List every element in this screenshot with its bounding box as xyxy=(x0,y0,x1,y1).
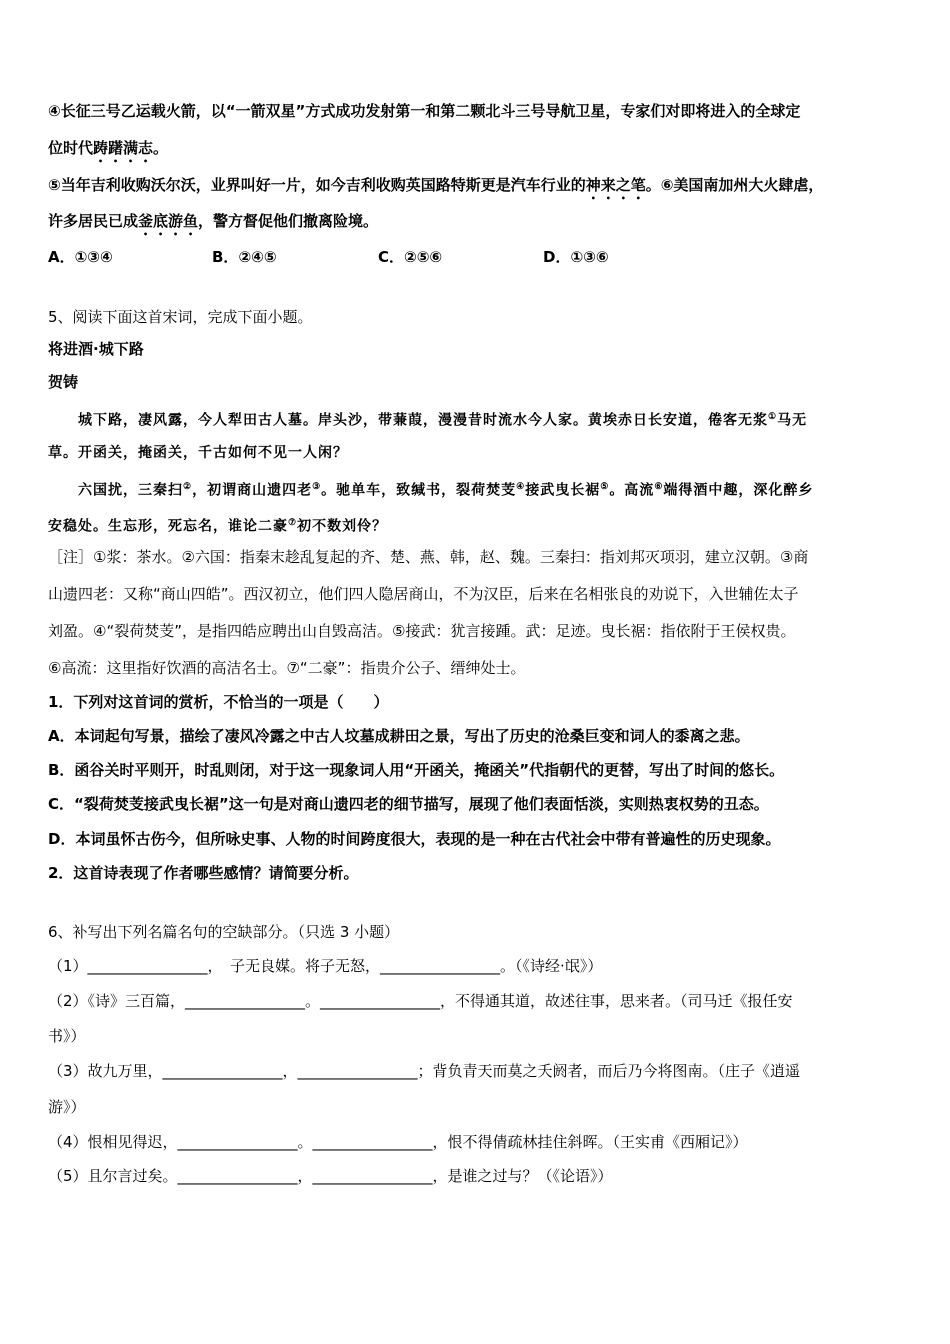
footnote-marker: ⑥ xyxy=(654,482,664,492)
q6-item-5: （5）且尔言过矣。________________，________________，是谁之过与？（《论语》） xyxy=(48,1167,613,1185)
q5-heading: 5、阅读下面这首宋词，完成下面小题。 xyxy=(48,308,313,326)
text-segment: 城下路，凄风露，今人犁田古人墓。岸头沙，带蒹葭，漫漫昔时流水今人家。黄埃赤日长安道，倦客无浆 xyxy=(78,412,768,429)
q6-heading: 6、补写出下列名篇名句的空缺部分。（只选 3 小题） xyxy=(48,923,400,941)
text-segment: 马无 xyxy=(777,412,808,429)
q5-option-d[interactable]: D．本词虽怀古伤今，但所咏史事、人物的时间跨度很大，表现的是一种在古代社会中带有普遍性的历史现象。 xyxy=(48,830,781,848)
note-line-1: ［注］①浆：茶水。②六国：指秦末趁乱复起的齐、楚、燕、韩，赵、魏。三秦扫：指刘邦灭项羽，建立汉朝。③商 xyxy=(48,548,809,566)
option-text: ②④⑤ xyxy=(238,248,277,266)
q5-option-b[interactable]: B．函谷关时平则开，时乱则闭，对于这一现象词人用“开函关，掩函关”代指朝代的更替，写出了时间的悠长。 xyxy=(48,761,785,779)
note-line-4: ⑥高流：这里指好饮酒的高洁名士。⑦“二豪”：指贵介公子、缙绅处士。 xyxy=(48,659,526,677)
option-label: C． xyxy=(378,248,405,266)
q4-option-b[interactable] xyxy=(212,247,277,267)
footnote-marker: ② xyxy=(183,482,193,492)
q4-item4-line2 xyxy=(48,138,910,166)
text-segment: 六国扰，三秦扫 xyxy=(78,482,183,499)
footnote-marker: ① xyxy=(768,412,778,422)
q6-item-2-cont: 书》） xyxy=(48,1027,86,1045)
poem-line-4 xyxy=(48,513,910,537)
text-segment: ，警方督促他们撤离险境。 xyxy=(198,212,379,230)
dotted-idiom: 神来之笔 xyxy=(585,176,646,194)
option-text: ②⑤⑥ xyxy=(404,248,443,266)
dotted-idiom: 釜底游鱼 xyxy=(138,212,199,230)
q5-sub2: 2．这首诗表现了作者哪些感情？请简要分析。 xyxy=(48,864,359,882)
text-segment: 。驰单车，致缄书，裂荷焚芰 xyxy=(321,482,517,499)
q6-item-1: （1）________________， 子无良媒。将子无怒，________________。（《诗经·氓》） xyxy=(48,957,603,975)
q5-sub1: 1．下列对这首词的赏析，不恰当的一项是（ ） xyxy=(48,693,389,711)
q5-option-a[interactable]: A．本词起句写景，描绘了凄风冷露之中古人坟墓成耕田之景，写出了历史的沧桑巨变和词人的黍离之悲。 xyxy=(48,727,750,745)
q4-item5-line xyxy=(48,175,910,203)
poem-line-3 xyxy=(78,477,910,501)
q4-option-c[interactable] xyxy=(378,247,442,267)
poem-author: 贺铸 xyxy=(48,373,79,391)
poem-line-2: 草。开函关，掩函关，千古如何不见一人闲？ xyxy=(48,445,348,461)
poem-line-1 xyxy=(78,407,910,431)
text-segment: 安稳处。生忘形，死忘名，谁论二豪 xyxy=(48,518,288,535)
text-segment: 初不数刘伶？ xyxy=(297,518,388,535)
footnote-marker: ③ xyxy=(312,482,322,492)
q4-item6-line xyxy=(48,211,910,239)
text-segment: 许多居民已成 xyxy=(48,212,139,230)
poem-title: 将进酒·城下路 xyxy=(48,340,144,358)
q6-item-2: （2）《诗》三百篇，________________。________________，不得通其道，故述往事，思来者。（司马迁《报任安 xyxy=(48,992,793,1010)
note-line-2: 山遗四老：又称“商山四皓”。西汉初立，他们四人隐居商山，不为汉臣，后来在名相张良的劝说下，入世辅佐太子 xyxy=(48,585,799,603)
option-label: D． xyxy=(543,248,571,266)
q6-item-3-cont: 游》） xyxy=(48,1098,86,1116)
text-segment: 端得酒中趣，深化醉乡 xyxy=(663,482,814,499)
q6-item-3: （3）故九万里，________________，________________；背负青天而莫之夭阏者，而后乃今将图南。（庄子《逍遥 xyxy=(48,1062,801,1080)
q6-item-4: （4）恨相见得迟，________________。________________，恨不得倩疏林挂住斜晖。（王实甫《西厢记》） xyxy=(48,1133,748,1151)
text-segment: ，初谓商山遗四老 xyxy=(192,482,313,499)
dotted-idiom: 踌躇满志 xyxy=(93,139,154,157)
q4-option-d[interactable] xyxy=(543,247,609,267)
option-text: ①③⑥ xyxy=(570,248,609,266)
footnote-marker: ⑦ xyxy=(288,518,298,528)
text-segment: 。高流 xyxy=(609,482,655,499)
option-label: A． xyxy=(48,248,75,266)
footnote-marker: ④ xyxy=(516,482,526,492)
q4-option-a[interactable] xyxy=(48,247,113,267)
text-segment: 。⑥美国南加州大火肆虐， xyxy=(645,176,824,194)
text-segment: ⑤当年吉利收购沃尔沃，业界叫好一片，如今吉利收购英国路特斯更是汽车行业的 xyxy=(48,176,586,194)
option-label: B． xyxy=(212,248,239,266)
text-segment: 。 xyxy=(153,139,169,157)
text-segment: 接武曳长裾 xyxy=(525,482,601,499)
q4-item4-line1: ④长征三号乙运载火箭，以“一箭双星”方式成功发射第一和第二颗北斗三号导航卫星，专家们对即将进入的全球定 xyxy=(48,102,801,120)
option-text: ①③④ xyxy=(74,248,113,266)
note-line-3: 刘盈。④“裂荷焚芰”，是指四皓应聘出山自毁高洁。⑤接武：犹言接踵。武：足迹。曳长裾：指依附于王侯权贵。 xyxy=(48,622,796,640)
footnote-marker: ⑤ xyxy=(600,482,610,492)
text-segment: 位时代 xyxy=(48,139,94,157)
q5-option-c[interactable]: C．“裂荷焚芰接武曳长裾”这一句是对商山遗四老的细节描写，展现了他们表面恬淡，实则热衷权势的丑态。 xyxy=(48,795,769,813)
